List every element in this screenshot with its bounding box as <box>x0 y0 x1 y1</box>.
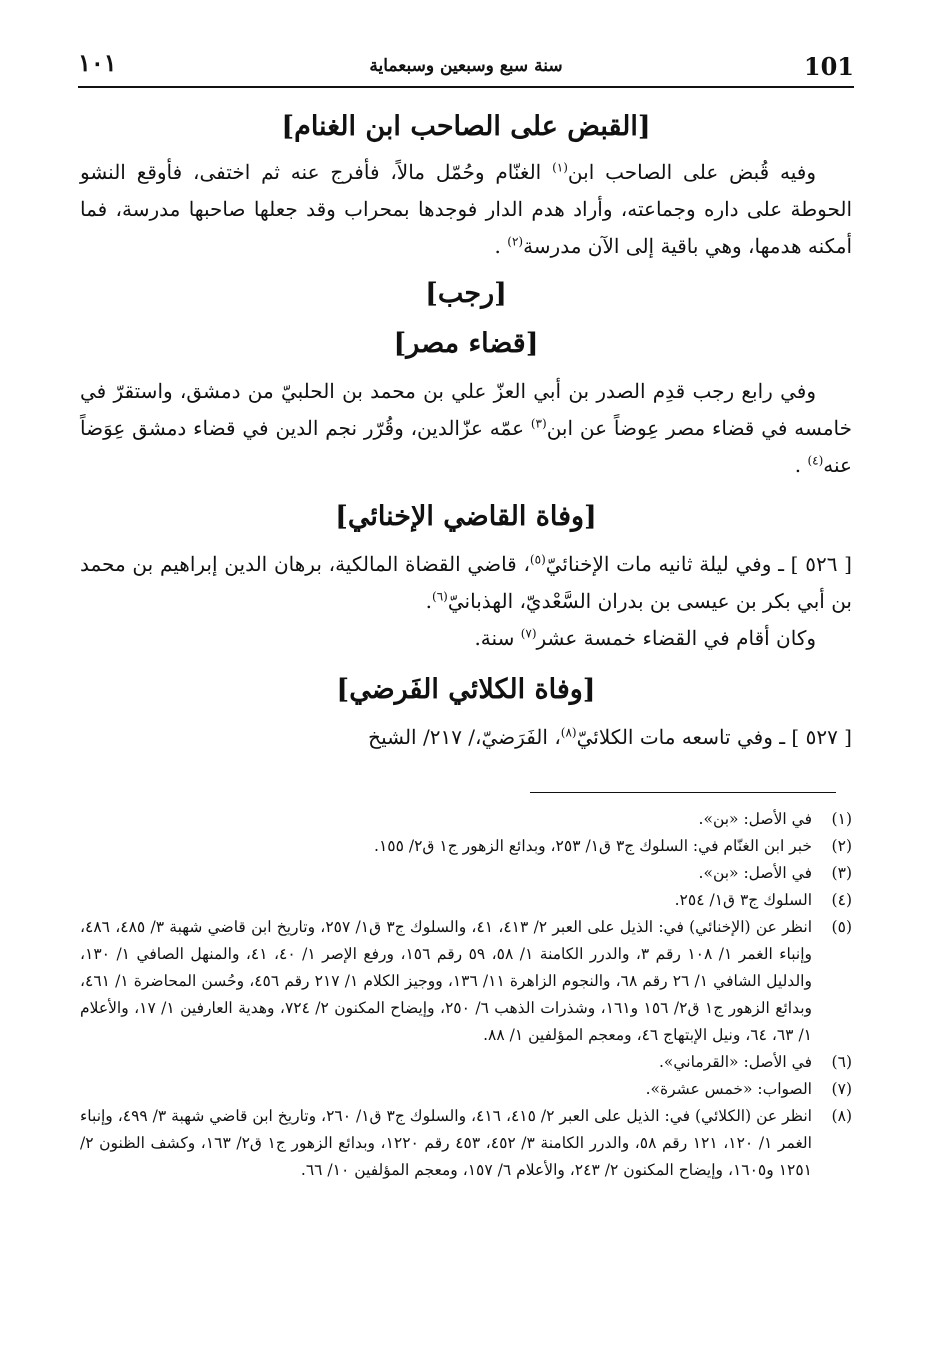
footnote-number: (٢) <box>831 837 852 855</box>
footnote-number: (٧) <box>831 1080 852 1098</box>
footnotes <box>80 806 852 1184</box>
footnote-text: في الأصل: «بن». <box>698 864 812 882</box>
section-heading: [القبض على الصاحب ابن الغنام] <box>281 111 651 142</box>
text-run: الغنّام وحُمّل مالاً، فأفرج عنه ثم اختفى، فأوقع النشو الحوطة على داره وجماعته، وأراد هدم الدار فوجدها بمحراب وقد جعلها صاحبها مدرسة، فما أمكنه هدمها، وهي باقية إلى الآن مدرسة <box>80 160 852 258</box>
footnote-text: في الأصل: «القرماني». <box>658 1053 812 1071</box>
page-number-latin: 101 <box>803 52 854 81</box>
footnote-item <box>80 860 852 887</box>
footnote-marker[interactable]: (٢) <box>507 234 524 249</box>
text-run: سنة. <box>474 626 521 650</box>
footnote-number: (٤) <box>831 891 852 909</box>
footnote-number: (٨) <box>831 1107 852 1125</box>
text-run: ، قاضي القضاة المالكية، برهان الدين إبراهيم بن محمد بن أبي بكر بن عيسى بن بدران السَّعْديّ، الهذبانيّ <box>80 552 852 613</box>
footnote-marker[interactable]: (٣) <box>530 416 547 431</box>
running-title: سنة سبع وسبعين وسبعماية <box>369 56 563 76</box>
footnote-item <box>80 806 852 833</box>
text-run: . <box>425 589 433 613</box>
text-run: وكان أقام في القضاء خمسة عشر <box>536 626 816 650</box>
footnote-text: السلوك ج٣ ق١/ ٢٥٤. <box>674 891 812 909</box>
text-run: ، الفَرَضيّ،/ ٢١٧/ الشيخ <box>368 725 561 749</box>
footnote-item <box>80 1103 852 1184</box>
text-run: عمّه عزّالدين، وقُرّر نجم الدين في قضاء دمشق عِوَضاً عنه <box>80 416 852 477</box>
footnote-marker[interactable]: (٦) <box>432 589 448 604</box>
paragraph <box>80 620 852 657</box>
footnote-marker[interactable]: (٧) <box>520 626 537 641</box>
footnote-item <box>80 914 852 1049</box>
text-run: وفي رابع رجب قدِم الصدر بن أبي العزّ علي بن محمد بن الحلبيّ من دمشق، واستقرّ في خامسه في قضاء مصر عِوضاً عن ابن <box>80 379 853 440</box>
text-run: [ ٥٢٦ ] ـ وفي ليلة ثانيه مات الإخنائيّ <box>545 552 852 576</box>
section-heading: [وفاة الكلائي الفَرضي] <box>336 674 596 705</box>
footnote-marker[interactable]: (٨) <box>560 725 577 740</box>
page-header <box>78 46 854 88</box>
footnote-text: خبر ابن الغنّام في: السلوك ج٣ ق١/ ٢٥٣، وبدائع الزهور ج١ ق٢/ ١٥٥. <box>374 837 812 855</box>
footnote-item <box>80 1076 852 1103</box>
text-run: . <box>494 234 508 258</box>
footnote-item <box>80 887 852 914</box>
section-heading: [وفاة القاضي الإخنائي] <box>335 501 597 532</box>
main-text <box>80 104 852 756</box>
section-heading: [قضاء مصر] <box>393 328 539 359</box>
footnote-text: انظر عن (الكلائي) في: الذيل على العبر ٢/ ٤١٥، ٤١٦، والسلوك ج٣ ق١/ ٢٦٠، وتاريخ ابن قاضي شهبة ٣/ ٤٩٩، وإنباء الغمر ١/ ١٢٠، ١٢١ رقم ٥٨، والدرر الكامنة ٣/ ٤٥٢، ٤٥٣ رقم ١٢٢٠، وبدائع الزهور ج١ ق٢/ ١٦٣، وكشف الظنون ٢/ ١٢٥١ و١٦٠٥، وإيضاح المكنون ٢/ ٢٤٣، والأعلام ٦/ ١٥٧، ومعجم المؤلفين ١٠/ ٦٦. <box>80 1107 812 1179</box>
footnote-text: الصواب: «خمس عشرة». <box>645 1080 812 1098</box>
paragraph <box>80 719 852 756</box>
footnote-number: (٥) <box>831 918 852 936</box>
footnote-marker[interactable]: (٥) <box>529 552 546 567</box>
paragraph <box>80 154 852 265</box>
footnote-text: انظر عن (الإخنائي) في: الذيل على العبر ٢/ ٤١٣، ٤١، والسلوك ج٣ ق١/ ٢٥٧، وتاريخ ابن قاضي شهبة ٣/ ٤٨٥، ٤٨٦، وإنباء الغمر ١/ ١٠٨ رقم ٣، والدرر الكامنة ١/ ٥٨، ٥٩ رقم ١٥٦، ورفع الإصر ١/ ٤٠، ٤١، والمنهل الصافي ١/ ١٣٠، والدليل الشافي ١/ ٢٦ رقم ٦٨، والنجوم الزاهرة ١١/ ١٣٦، ووجيز الكلام ١/ ٢١٧ رقم ٤٥٦، وحُسن المحاضرة ١/ ٤٦١، وبدائع الزهور ج١ ق٢/ ١٥٦ و١٦١، وشذرات الذهب ٦/ ٢٥٠، وإيضاح المكنون ٢/ ٧٢٤، وهدية العارفين ١/ ١٧، والأعلام ١/ ٦٣، ٦٤، ونيل الإبتهاج ٤٦، ومعجم المؤلفين ١/ ٨٨. <box>80 918 813 1044</box>
footnote-number: (٦) <box>831 1053 852 1071</box>
footnote-marker[interactable]: (١) <box>552 160 568 175</box>
footnote-separator <box>530 792 836 793</box>
page-number-arabic: ١٠١ <box>78 48 117 77</box>
text-run: وفيه قُبض على الصاحب ابن <box>567 160 817 184</box>
footnote-text: في الأصل: «بن». <box>698 810 812 828</box>
footnote-item <box>80 1049 852 1076</box>
section-heading: [رجب] <box>425 278 507 309</box>
footnote-marker[interactable]: (٤) <box>807 453 824 468</box>
footnote-number: (٣) <box>831 864 852 882</box>
text-run: [ ٥٢٧ ] ـ وفي تاسعه مات الكلائيّ <box>576 725 852 749</box>
footnote-number: (١) <box>831 810 852 828</box>
paragraph <box>80 546 852 620</box>
text-run: . <box>794 453 808 477</box>
paragraph <box>80 373 852 484</box>
footnote-item <box>80 833 852 860</box>
